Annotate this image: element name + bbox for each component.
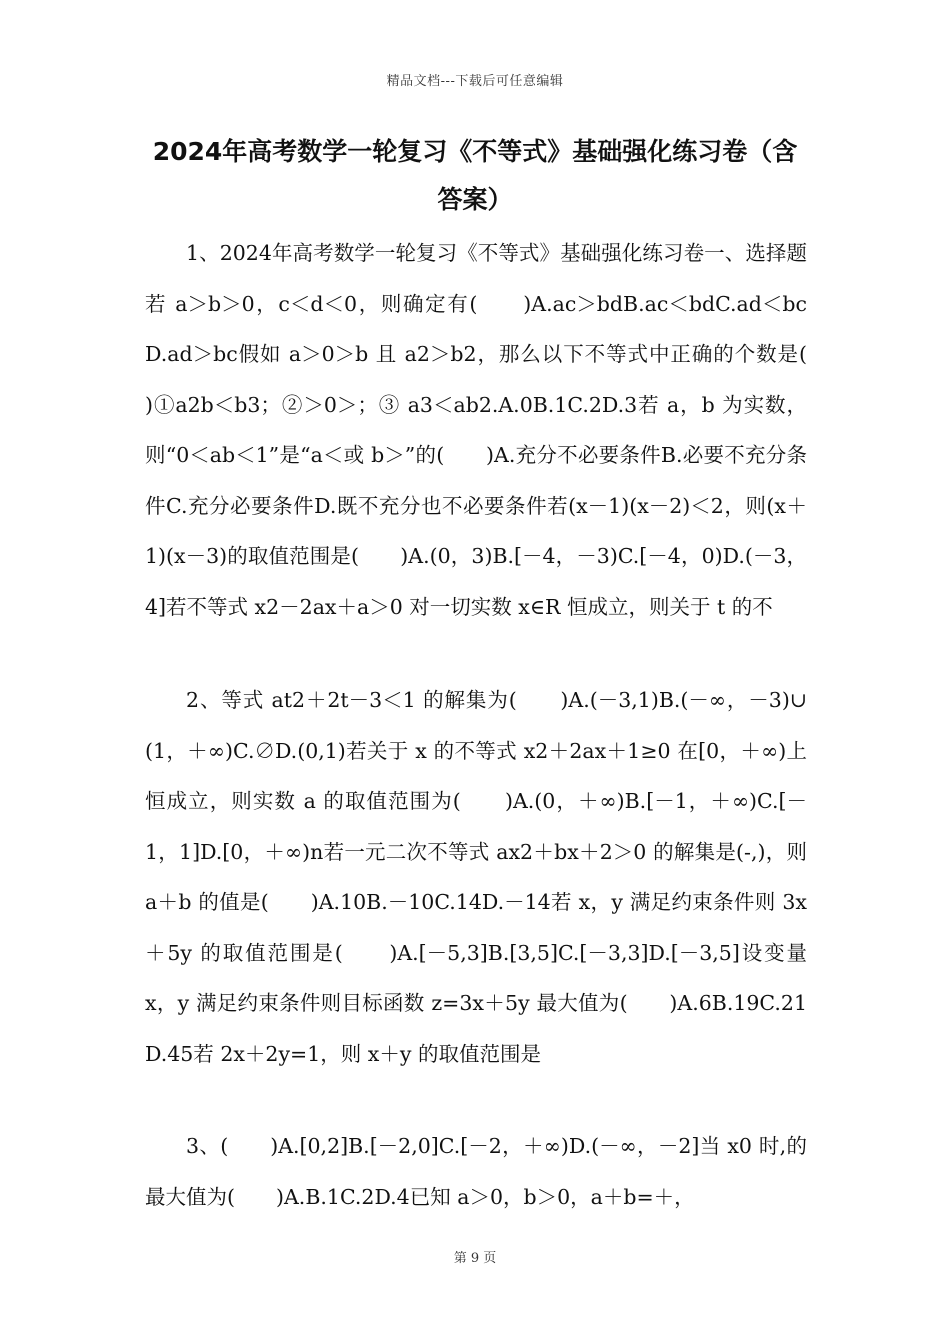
document-title: 2024年高考数学一轮复习《不等式》基础强化练习卷（含答案）: [152, 137, 798, 214]
paragraph-2: 2、等式 at2＋2t－3＜1 的解集为( )A.(－3,1)B.(－∞，－3)∪(1，＋∞)C.∅D.(0,1)若关于 x 的不等式 x2＋2ax＋1≥0 在[0，＋∞)上恒成立，则实数 a 的取值范围为( )A.(0，＋∞)B.[－1，＋∞)C.[－1，1]D.[0，＋∞)n若一元二次不等式 ax2＋bx＋2＞0 的解集是(-,)，则 a＋b 的值是( )A.10B.－10C.14D.－14若 x，y 满足约束条件则 3x＋5y 的取值范围是( )A.[－5,3]B.[3,5]C.[－3,3]D.[－3,5]设变量 x，y 满足约束条件则目标函数 z=3x＋5y 最大值为( )A.6B.19C.21D.45若 2x＋2y=1，则 x＋y 的取值范围是: [145, 688, 807, 1066]
page-number: 第 9 页: [453, 1251, 497, 1266]
page-header: 精品文档---下载后可任意编辑: [386, 74, 564, 89]
paragraph-3: 3、( )A.[0,2]B.[－2,0]C.[－2，＋∞)D.(－∞，－2]当 x0 时,的最大值为( )A.B.1C.2D.4已知 a＞0，b＞0，a＋b=＋，: [145, 1134, 807, 1209]
paragraph-1: 1、2024年高考数学一轮复习《不等式》基础强化练习卷一、选择题若 a＞b＞0，c＜d＜0，则确定有( )A.ac＞bdB.ac＜bdC.ad＜bcD.ad＞bc假如 a＞0＞b 且 a2＞b2，那么以下不等式中正确的个数是( )①a2b＜b3；②＞0＞；③ a3＜ab2.A.0B.1C.2D.3若 a，b 为实数，则“0＜ab＜1”是“a＜或 b＞”的( )A.充分不必要条件B.必要不充分条件C.充分必要条件D.既不充分也不必要条件若(x－1)(x－2)＜2，则(x＋1)(x－3)的取值范围是( )A.(0，3)B.[－4，－3)C.[－4，0)D.(－3，4]若不等式 x2－2ax＋a＞0 对一切实数 x∈R 恒成立，则关于 t 的不: [145, 241, 848, 619]
